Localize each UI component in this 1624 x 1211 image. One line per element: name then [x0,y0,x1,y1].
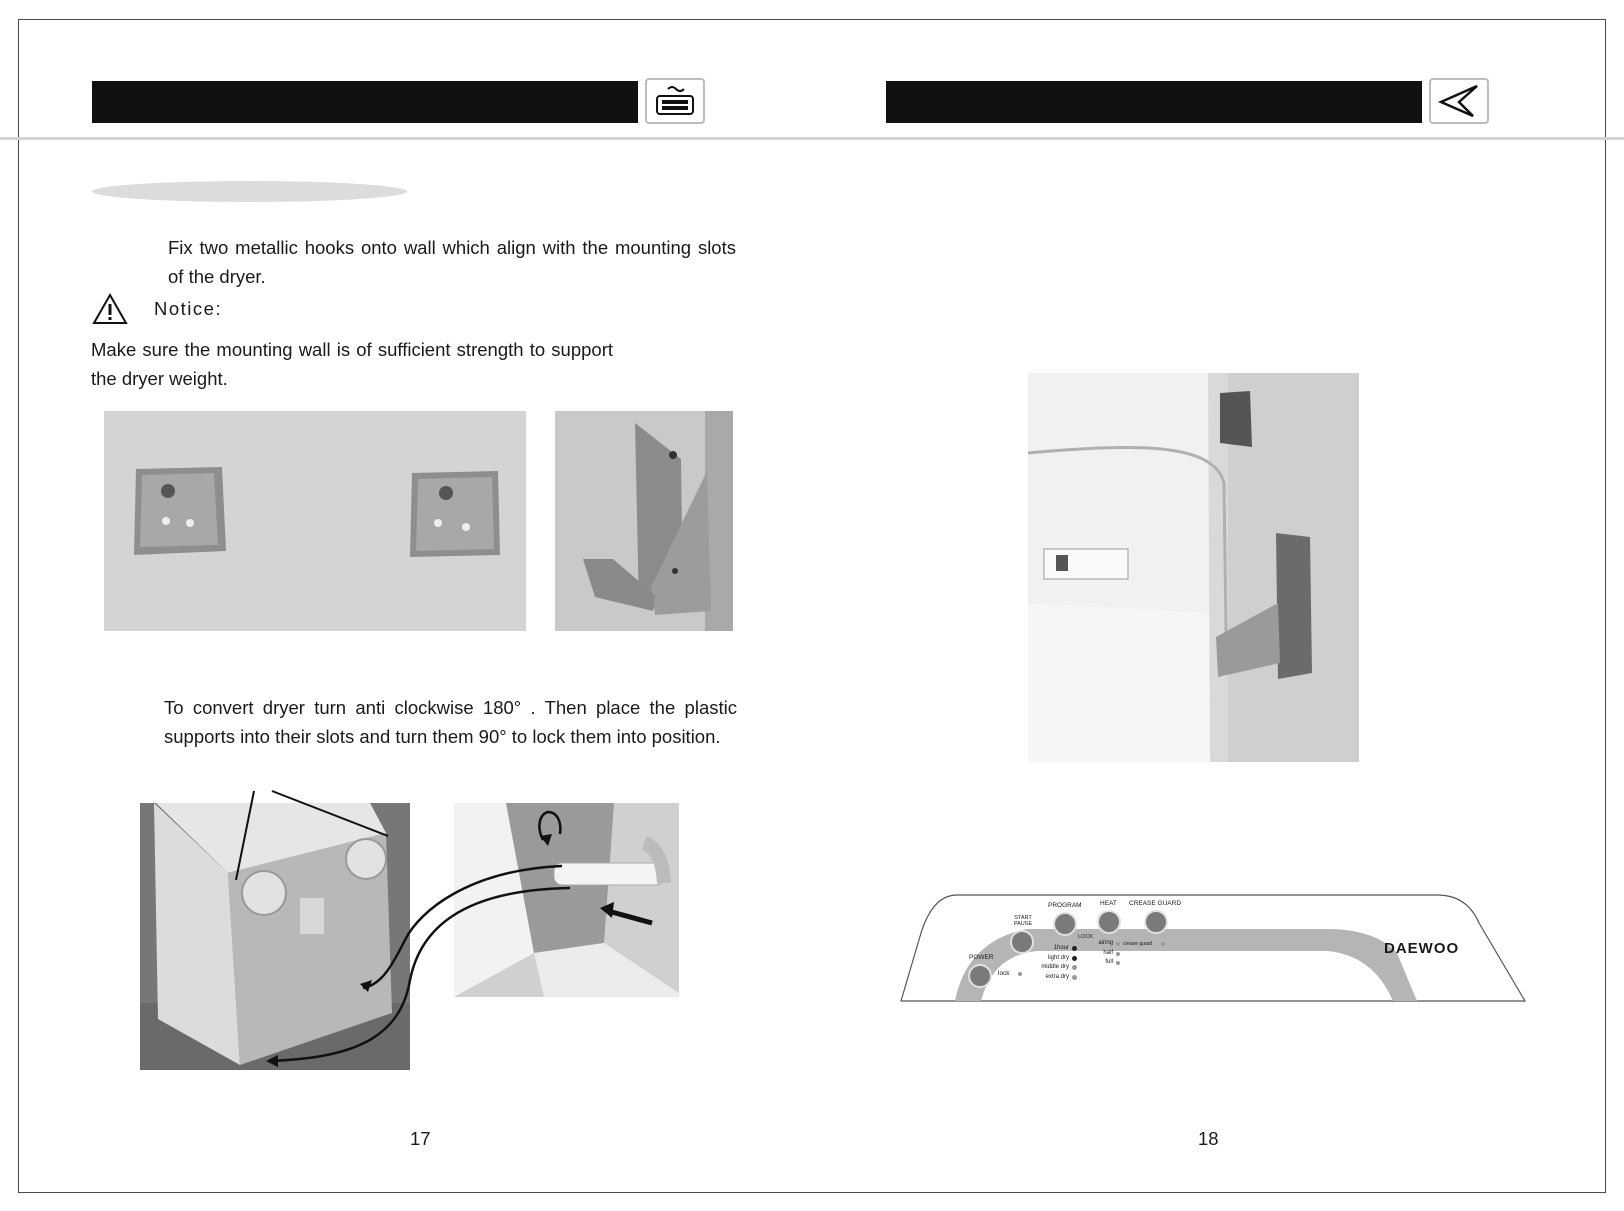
heat-option: airing [1098,940,1113,946]
program-option: extra dry [1045,973,1069,980]
program-led [1072,946,1077,951]
power-button[interactable] [968,964,992,988]
program-option: 1hour [1053,945,1069,951]
program-option: middle dry [1041,964,1069,970]
crease-guard-led [1161,942,1165,946]
program-option: light dry [1047,954,1069,961]
page-number-18: 18 [1198,1128,1219,1149]
heat-led [1116,942,1120,946]
heat-option: half [1103,949,1113,956]
crease-guard-label: CREASE GUARD [1129,900,1182,907]
program-options [1007,944,1069,982]
program-led [1072,975,1077,980]
push-arrow [608,911,652,923]
program-leds [1072,946,1077,980]
step2-text: To convert dryer turn anti clockwise 180° . Then place the plastic supports into their slots and turn them 90° to lock them into position. [164,697,737,747]
heat-leds [1116,942,1120,965]
heat-led [1116,952,1120,956]
notice-label: Notice: [154,298,223,319]
crease-guard-option: crease guard [1123,941,1153,947]
lock-top-label: LOCK [1078,934,1093,940]
control-panel [897,893,1529,1010]
heat-button[interactable] [1097,910,1121,934]
curve-arrow-upper [363,866,562,988]
mounted-dryer-photo [1028,373,1359,762]
program-label: PROGRAM [1048,902,1082,909]
power-label: POWER [969,954,994,961]
brand-logo: DAEWOO [1384,940,1460,957]
start-pause-label: START PAUSE [1013,915,1033,927]
page-number-17: 17 [410,1128,431,1149]
heat-led [1116,961,1120,965]
heat-options [1083,939,1113,968]
crease-guard-button[interactable] [1144,910,1168,934]
pointer-line-right [272,791,388,836]
curve-arrow-lower [270,888,570,1061]
heat-label: HEAT [1100,900,1117,907]
program-button[interactable] [1053,912,1077,936]
heat-option: full [1105,959,1113,965]
step1-text: Fix two metallic hooks onto wall which align with the mounting slots of the dryer. [168,237,736,287]
notice-text: Make sure the mounting wall is of sufficient strength to support the dryer weight. [91,339,613,389]
program-led [1072,965,1077,970]
program-led [1072,956,1077,961]
lock-small-label: lock [998,970,1010,977]
pointer-line-left [236,791,254,880]
